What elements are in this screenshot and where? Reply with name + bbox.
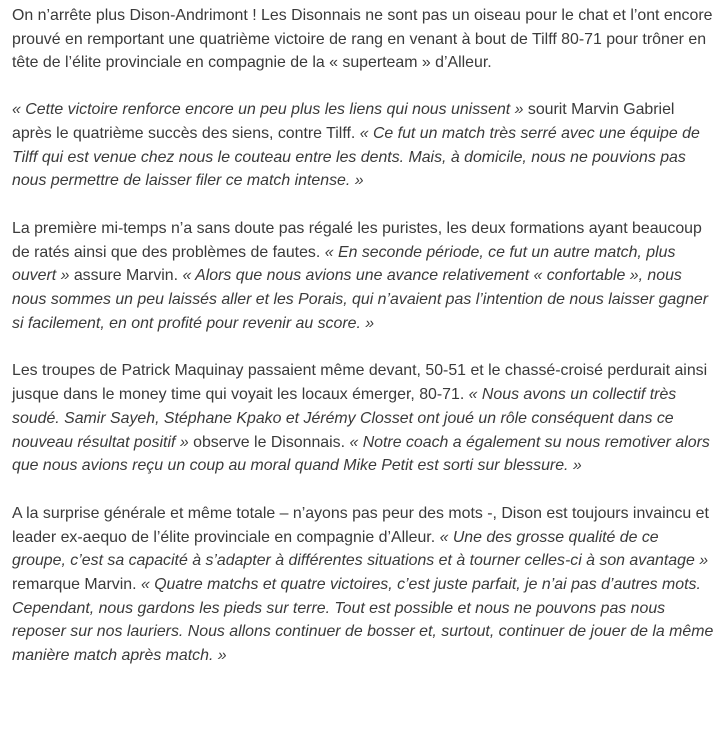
quote-text: « Notre coach a également su nous remotiver alors que nous avions reçu un coup au moral quand Mike Petit est sorti sur blessure. » xyxy=(12,433,710,475)
article-paragraph-4 xyxy=(12,359,715,478)
article-paragraph-2 xyxy=(12,98,715,193)
quote-text: « En seconde période, ce fut un autre match, plus ouvert » xyxy=(12,243,676,285)
quote-text: « Nous avons un collectif très soudé. Samir Sayeh, Stéphane Kpako et Jérémy Closset ont joué un rôle conséquent dans ce nouveau résultat positif » xyxy=(12,386,677,451)
article-paragraph-5 xyxy=(12,502,715,668)
quote-text: « Quatre matchs et quatre victoires, c’est juste parfait, je n’ai pas d’autres mots. Cependant, nous gardons les pieds sur terre. Tout est possible et nous ne pouvons pas nous reposer sur nos lauriers. Nous allons continuer de bosser et, surtout, continuer de jouer de la même manière match après match. » xyxy=(12,576,714,665)
paragraph-text: Les troupes de Patrick Maquinay passaient même devant, 50-51 et le chassé-croisé perdurait ainsi jusque dans le money time qui voyait les locaux émerger, 80-71. xyxy=(12,362,708,404)
paragraph-text: observe le Disonnais. xyxy=(188,433,350,451)
paragraph-text: A la surprise générale et même totale – n’ayons pas peur des mots -, Dison est toujours invaincu et leader ex-aequo de l’élite provinciale en compagnie d’Alleur. xyxy=(12,504,709,546)
quote-text: « Alors que nous avions une avance relativement « confortable », nous nous sommes un peu laissés aller et les Porais, qui n’avaient pas l’intention de nous laisser gagner si facilement, en ont profité pour revenir au score. » xyxy=(12,267,709,332)
paragraph-text: assure Marvin. xyxy=(69,267,183,285)
article-paragraph-1 xyxy=(12,4,715,75)
paragraph-text: remarque Marvin. xyxy=(12,576,141,594)
quote-text: « Une des grosse qualité de ce groupe, c’est sa capacité à s’adapter à différentes situations et à tourner celles-ci à son avantage » xyxy=(12,528,709,570)
paragraph-text: sourit Marvin Gabriel après le quatrième succès des siens, contre Tilff. xyxy=(12,101,675,142)
quote-text: « Ce fut un match très serré avec une équipe de Tilff qui est venue chez nous le couteau entre les dents. Mais, à domicile, nous ne pouvions pas nous permettre de laisser filer ce match intense. » xyxy=(12,124,700,190)
quote-text: « Cette victoire renforce encore un peu plus les liens qui nous unissent » xyxy=(12,101,524,119)
paragraph-text: La première mi-temps n’a sans doute pas régalé les puristes, les deux formations ayant beaucoup de ratés ainsi que des problèmes de fautes. xyxy=(12,219,702,261)
paragraph-text: On n’arrête plus Dison-Andrimont ! Les Disonnais ne sont pas un oiseau pour le chat et l’ont encore prouvé en remportant une quatrième victoire de rang en venant à bout de Tilff 80-71 pour trôner en tête de l’élite provinciale en compagnie de la « superteam » d’Alleur. xyxy=(12,7,713,72)
article-paragraph-3 xyxy=(12,217,715,336)
